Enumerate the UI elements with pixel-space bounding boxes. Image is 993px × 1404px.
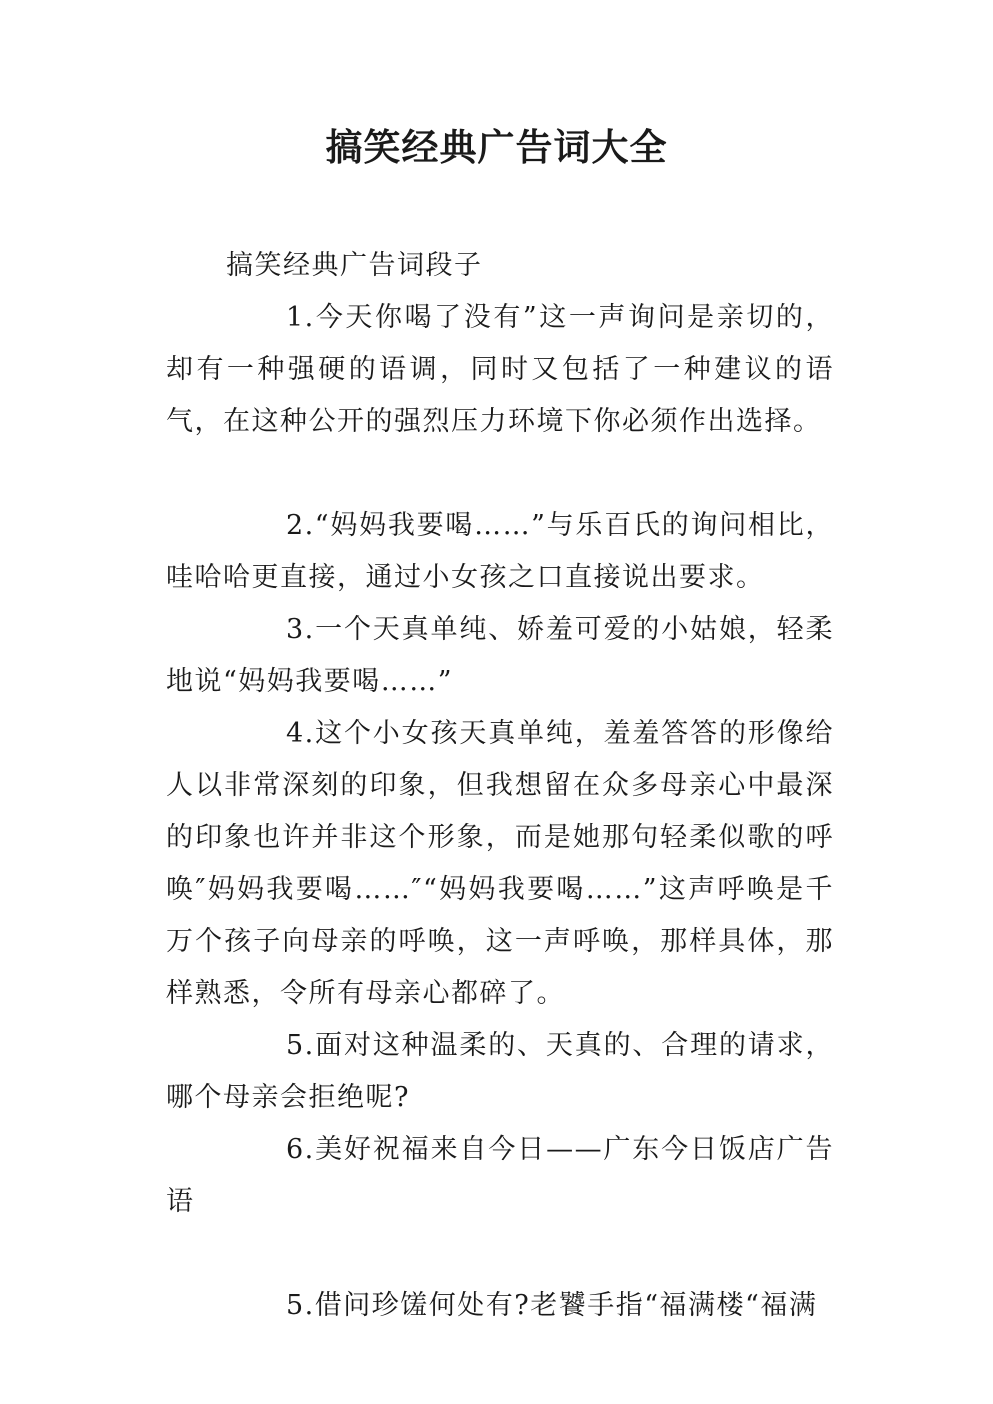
item-text: “妈妈我要喝……”与乐百氏的询问相比，哇哈哈更直接，通过小女孩之口直接说出要求。 — [166, 510, 834, 593]
list-item — [166, 292, 834, 448]
item-text: 面对这种温柔的、天真的、合理的请求，哪个母亲会拒绝呢? — [166, 1030, 834, 1113]
item-text: 一个天真单纯、娇羞可爱的小姑娘，轻柔地说“妈妈我要喝……” — [166, 614, 834, 697]
list-item — [166, 1280, 834, 1332]
item-number: 1. — [286, 302, 315, 333]
item-number: 5. — [286, 1030, 315, 1061]
item-number: 4. — [286, 718, 315, 749]
document-body — [166, 240, 834, 1332]
item-text: 借问珍馐何处有?老饕手指“福满楼“福满 — [314, 1290, 818, 1321]
item-number: 5. — [286, 1290, 315, 1321]
list-item — [166, 604, 834, 708]
item-number: 6. — [286, 1134, 315, 1165]
list-item — [166, 1020, 834, 1124]
section-heading: 搞笑经典广告词段子 — [226, 250, 483, 281]
item-text: 这个小女孩天真单纯，羞羞答答的形像给人以非常深刻的印象，但我想留在众多母亲心中最深的印象也许并非这个形象，而是她那句轻柔似歌的呼唤″妈妈我要喝……″“妈妈我要喝……”这声呼唤是千万个孩子向母亲的呼唤，这一声呼唤，那样具体，那样熟悉，令所有母亲心都碎了。 — [166, 718, 834, 1009]
list-item — [166, 500, 834, 604]
item-number: 3. — [286, 614, 315, 645]
item-text: 美好祝福来自今日——广东今日饭店广告语 — [166, 1134, 834, 1217]
item-number: 2. — [286, 510, 315, 541]
list-item — [166, 708, 834, 1020]
item-text: 今天你喝了没有”这一声询问是亲切的，却有一种强硬的语调，同时又包括了一种建议的语气，在这种公开的强烈压力环境下你必须作出选择。 — [166, 302, 834, 437]
page-title: 搞笑经典广告词大全 — [325, 126, 668, 169]
list-item — [166, 1124, 834, 1228]
